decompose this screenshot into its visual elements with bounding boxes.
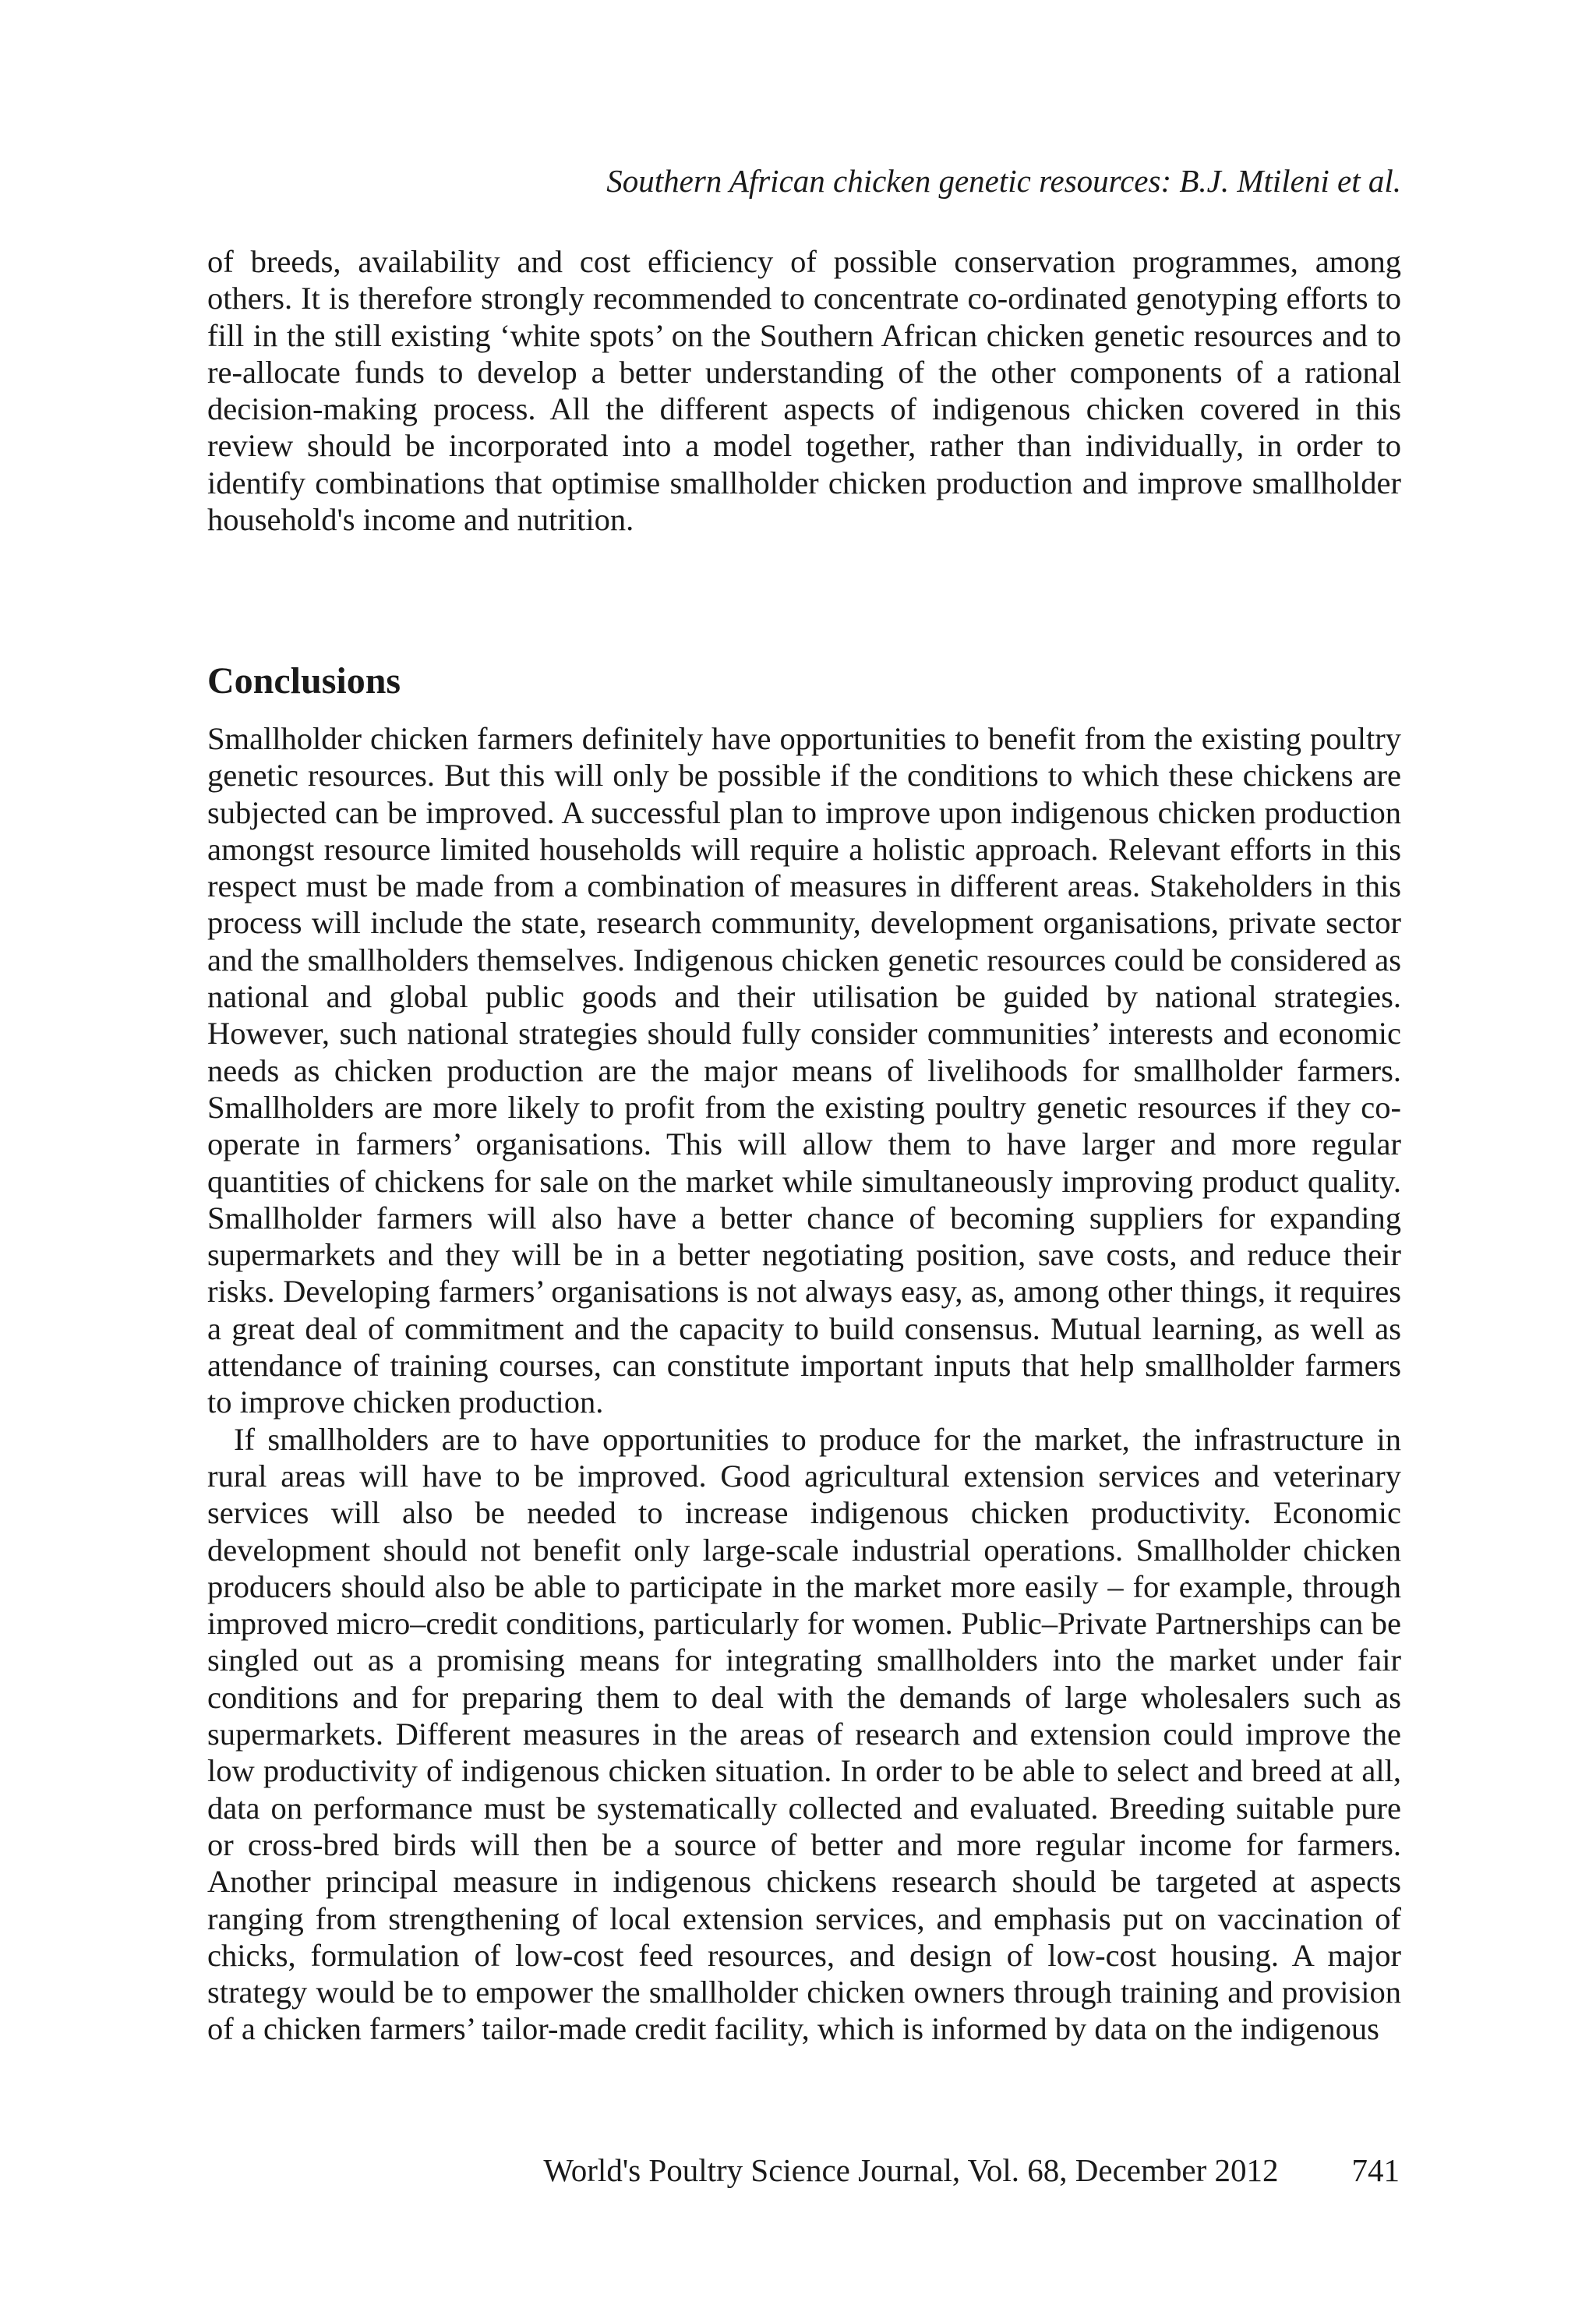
body-paragraph: of breeds, availability and cost efficiency of possible conservation programmes, among others. It is therefore strongly recommended to concentrate co-ordinated genotyping efforts to fill in the still existing ‘white spots’ on the Southern African chicken genetic resources and to re-allocate funds to develop a better understanding of the other components of a rational decision-making process. All the different aspects of indigenous chicken covered in this review should be incorporated into a model together, rather than individually, in order to identify combinations that optimise smallholder chicken production and improve smallholder household's income and nutrition. xyxy=(207,244,1401,538)
intro-text-block xyxy=(207,243,1401,538)
page-footer xyxy=(543,2151,1400,2189)
running-head: Southern African chicken genetic resources: B.J. Mtileni et al. xyxy=(606,163,1401,199)
section-heading-conclusions: Conclusions xyxy=(207,660,401,702)
body-paragraph: Smallholder chicken farmers definitely have opportunities to benefit from the existing poultry genetic resources. But this will only be possible if the conditions to which these chickens are subjected can be improved. A successful plan to improve upon indigenous chicken production amongst resource limited households will require a holistic approach. Relevant efforts in this respect must be made from a combination of measures in different areas. Stakeholders in this process will include the state, research community, development organisations, private sector and the smallholders themselves. Indigenous chicken genetic resources could be considered as national and global public goods and their utilisation be guided by national strategies. However, such national strategies should fully consider communities’ interests and economic needs as chicken production are the major means of livelihoods for smallholder farmers. Smallholders are more likely to profit from the existing poultry genetic resources if they co-operate in farmers’ organisations. This will allow them to have larger and more regular quantities of chickens for sale on the market while simultaneously improving product quality. Smallholder farmers will also have a better chance of becoming suppliers for expanding supermarkets and they will be in a better negotiating position, save costs, and reduce their risks. Developing farmers’ organisations is not always easy, as, among other things, it requires a great deal of commitment and the capacity to build consensus. Mutual learning, as well as attendance of training courses, can constitute important inputs that help smallholder farmers to improve chicken production. xyxy=(207,721,1401,1420)
body-paragraph: If smallholders are to have opportunities to produce for the market, the infrastructure in rural areas will have to be improved. Good agricultural extension services and veterinary services will also be needed to increase indigenous chicken productivity. Economic development should not benefit only large-scale industrial operations. Smallholder chicken producers should also be able to participate in the market more easily – for example, through improved micro–credit conditions, particularly for women. Public–Private Partnerships can be singled out as a promising means for integrating smallholders into the market under fair conditions and for preparing them to deal with the demands of large wholesalers such as supermarkets. Different measures in the areas of research and extension could improve the low productivity of indigenous chicken situation. In order to be able to select and breed at all, data on performance must be systematically collected and evaluated. Breeding suitable pure or cross-bred birds will then be a source of better and more regular income for farmers. Another principal measure in indigenous chickens research should be targeted at aspects ranging from strengthening of local extension services, and emphasis put on vaccination of chicks, formulation of low-cost feed resources, and design of low-cost housing. A major strategy would be to empower the smallholder chicken owners through training and provision of a chicken farmers’ tailor-made credit facility, which is informed by data on the indigenous xyxy=(207,1421,1401,2047)
journal-citation: World's Poultry Science Journal, Vol. 68, December 2012 xyxy=(543,2152,1279,2188)
conclusions-text-block xyxy=(207,720,1401,2048)
page-number: 741 xyxy=(1351,2152,1400,2188)
